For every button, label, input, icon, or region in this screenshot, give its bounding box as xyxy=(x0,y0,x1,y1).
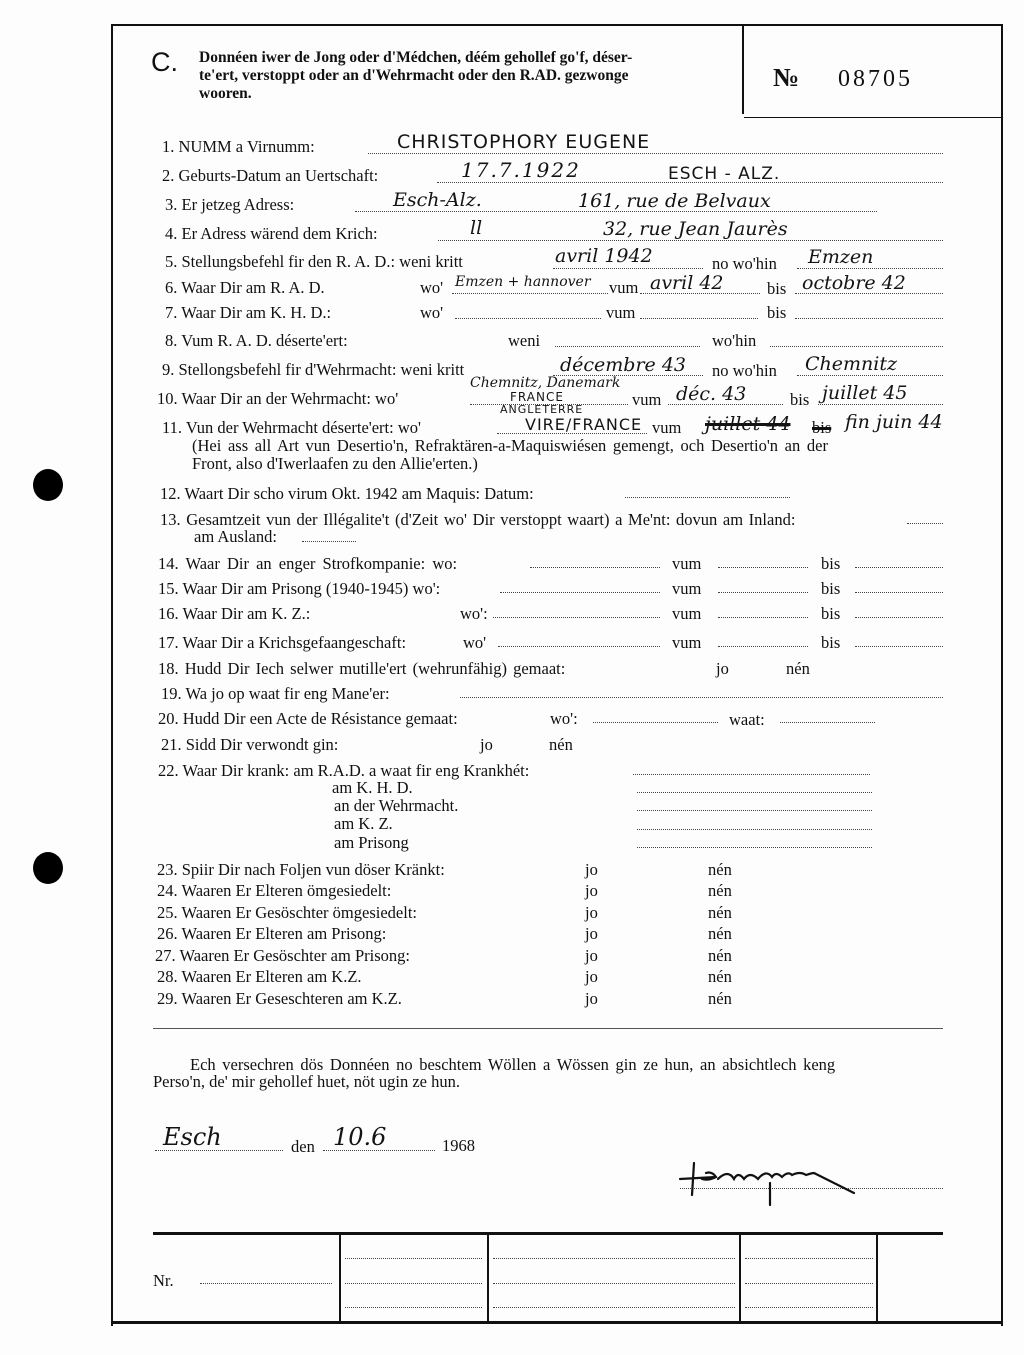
row-6-wo: wo' xyxy=(420,278,444,297)
row-6-label: 6. Waar Dir am R. A. D. xyxy=(165,278,325,297)
row-21-jo[interactable]: jo xyxy=(480,735,493,754)
row-1-name-value: CHRISTOPHORY EUGENE xyxy=(397,131,651,153)
yesno-label: 29. Waaren Er Geseschteren am K.Z. xyxy=(157,989,402,1008)
row-17-bis: bis xyxy=(821,633,841,652)
row-17-label: 17. Waar Dir a Krichsgefaangeschaft: xyxy=(158,633,407,652)
row-6-from-value: avril 42 xyxy=(650,272,724,294)
row-7-where-field[interactable] xyxy=(455,318,601,319)
yesno-label: 23. Spiir Dir nach Foljen vun döser Kränkt: xyxy=(157,860,445,879)
yesno-label: 24. Waaren Er Elteren ömgesiedelt: xyxy=(157,881,392,900)
row-10-where-value: Chemnitz, Danemark xyxy=(470,375,621,391)
row-11-note: Front, also d'Iwerlaafen zu den Allie'erten.) xyxy=(192,454,478,473)
row-22-sub-field[interactable] xyxy=(637,810,872,811)
row-7-bis: bis xyxy=(767,303,787,322)
row-10-bis: bis xyxy=(790,390,810,409)
row-10-where-value: FRANCE xyxy=(510,390,564,404)
row-7-from-field[interactable] xyxy=(640,318,758,319)
header-title-line: Donnéen iwer de Jong oder d'Médchen, déém gehollef go'f, déser- xyxy=(199,49,633,66)
row-10-to-field[interactable] xyxy=(818,404,943,405)
row-8-when-field[interactable] xyxy=(555,346,700,347)
yesno-label: 28. Waaren Er Elteren am K.Z. xyxy=(157,967,362,986)
row-11-where-value: VIRE/FRANCE xyxy=(525,415,643,434)
yesno-jo[interactable]: jo xyxy=(585,967,598,986)
row-6-where-value: Emzen + hannover xyxy=(455,274,591,290)
row-20-where-field[interactable] xyxy=(593,722,718,723)
row-12-date-field[interactable] xyxy=(625,497,790,498)
border-right xyxy=(1001,24,1003,1326)
row-22-sub: am Prisong xyxy=(334,833,409,852)
row-11-label: 11. Vun der Wehrmacht déserte'ert: wo' xyxy=(162,418,421,437)
row-21-label: 21. Sidd Dir verwondt gin: xyxy=(161,735,339,754)
yesno-jo[interactable]: jo xyxy=(585,946,598,965)
punch-hole xyxy=(33,852,63,884)
row-16-to-field[interactable] xyxy=(855,617,943,618)
row-17-wo: wo' xyxy=(463,633,487,652)
row-18-jo[interactable]: jo xyxy=(716,659,729,678)
row-17-where-field[interactable] xyxy=(498,646,660,647)
header-rule xyxy=(744,117,1002,118)
row-17-to-field[interactable] xyxy=(855,646,943,647)
row-4-street-value: 32, rue Jean Jaurès xyxy=(603,218,788,240)
row-1-label: 1. NUMM a Virnumm: xyxy=(162,137,315,156)
footer-cell[interactable] xyxy=(493,1258,735,1259)
row-2-date-value: 17.7.1922 xyxy=(461,158,581,182)
row-17-from-field[interactable] xyxy=(718,646,808,647)
row-7-label: 7. Waar Dir am K. H. D.: xyxy=(165,303,332,322)
footer-cell[interactable] xyxy=(493,1307,735,1308)
yesno-jo[interactable]: jo xyxy=(585,924,598,943)
row-13-inland-field[interactable] xyxy=(907,523,943,524)
yesno-nen[interactable]: nén xyxy=(708,989,732,1008)
number-sign: № xyxy=(773,63,800,92)
row-7-vum: vum xyxy=(606,303,636,322)
punch-hole xyxy=(33,469,63,501)
row-22-sub-field[interactable] xyxy=(637,829,872,830)
border-top xyxy=(112,24,1003,26)
footer-cell[interactable] xyxy=(493,1283,735,1284)
row-20-what-field[interactable] xyxy=(780,722,875,723)
row-6-to-value: octobre 42 xyxy=(802,272,906,294)
row-16-bis: bis xyxy=(821,604,841,623)
row-20-waat: waat: xyxy=(729,710,765,729)
row-16-label: 16. Waar Dir am K. Z.: xyxy=(158,604,311,623)
footer-column-line xyxy=(487,1234,489,1322)
row-14-to-field[interactable] xyxy=(855,567,943,568)
row-10-from-value: déc. 43 xyxy=(676,383,747,405)
footer-cell[interactable] xyxy=(745,1283,873,1284)
row-21-nen[interactable]: nén xyxy=(549,735,573,754)
footer-column-line xyxy=(876,1234,878,1322)
row-13-label-2: am Ausland: xyxy=(194,527,277,546)
footer-column-line xyxy=(339,1234,341,1322)
border-bottom xyxy=(112,1321,1003,1324)
row-13-label: 13. Gesamtzeit vun der Illégalite't (d'Zeit wo' Dir verstoppt waart) a Me'nt: dovun am Inland: xyxy=(160,510,796,529)
row-20-wo: wo': xyxy=(550,709,578,728)
header-title-line: wooren. xyxy=(199,85,252,102)
row-9-where-value: Chemnitz xyxy=(805,353,897,375)
row-9-label: 9. Stellongsbefehl fir d'Wehrmacht: weni kritt xyxy=(162,360,465,379)
signing-year: 1968 xyxy=(442,1136,475,1155)
row-10-vum: vum xyxy=(632,390,662,409)
row-11-vum: vum xyxy=(652,418,682,437)
yesno-nen[interactable]: nén xyxy=(708,967,732,986)
row-20-label: 20. Hudd Dir een Acte de Résistance gemaat: xyxy=(158,709,458,728)
form-number: 08705 xyxy=(838,66,913,92)
signature-mark xyxy=(676,1155,866,1210)
footer-cell[interactable] xyxy=(345,1307,482,1308)
row-10-where-value: ANGLETERRE xyxy=(500,403,584,416)
footer-nr-field[interactable] xyxy=(200,1283,332,1284)
row-15-from-field[interactable] xyxy=(718,592,808,593)
signing-place-value: Esch xyxy=(163,1123,222,1151)
footer-cell[interactable] xyxy=(745,1258,873,1259)
footer-cell[interactable] xyxy=(345,1258,482,1259)
row-22-sub: an der Wehrmacht. xyxy=(334,796,459,815)
row-5-when-value: avril 1942 xyxy=(555,245,653,267)
footer-cell[interactable] xyxy=(745,1307,873,1308)
row-14-bis: bis xyxy=(821,554,841,573)
yesno-nen[interactable]: nén xyxy=(708,881,732,900)
footer-nr-label: Nr. xyxy=(153,1271,174,1290)
header-title-line: te'ert, verstoppt oder an d'Wehrmacht oder den R.AD. gezwonge xyxy=(199,67,629,84)
row-6-vum: vum xyxy=(609,278,639,297)
row-13-ausland-field[interactable] xyxy=(302,541,356,542)
row-16-from-field[interactable] xyxy=(718,617,808,618)
row-3-town-value: Esch-Alz. xyxy=(393,189,482,211)
row-10-to-value: juillet 45 xyxy=(822,382,908,404)
signing-date-value: 10.6 xyxy=(333,1123,387,1151)
row-14-where-field[interactable] xyxy=(530,567,660,568)
row-18-label: 18. Hudd Dir Iech selwer mutille'ert (wehrunfähig) gemaat: xyxy=(158,659,566,678)
row-5-where-field[interactable] xyxy=(797,268,943,269)
row-19-field[interactable] xyxy=(460,697,943,698)
row-22-sub: am K. H. D. xyxy=(332,778,413,797)
row-5-where-label: no wo'hin xyxy=(712,254,777,273)
row-8-wohin: wo'hin xyxy=(712,331,757,350)
footer-cell[interactable] xyxy=(345,1283,482,1284)
yesno-jo[interactable]: jo xyxy=(585,860,598,879)
row-22-label: 22. Waar Dir krank: am R.A.D. a waat fir eng Krankhét: xyxy=(158,761,530,780)
section-divider xyxy=(153,1028,943,1029)
row-5-label: 5. Stellungsbefehl fir den R. A. D.: weni kritt xyxy=(165,252,463,271)
section-letter: C. xyxy=(151,47,178,77)
row-9-where-label: no wo'hin xyxy=(712,361,777,380)
row-16-where-field[interactable] xyxy=(493,617,660,618)
row-22-sub: am K. Z. xyxy=(334,814,393,833)
row-3-street-value: 161, rue de Belvaux xyxy=(578,190,771,212)
row-2-place-value: ESCH - ALZ. xyxy=(668,164,781,184)
row-4-town-value: ll xyxy=(470,217,483,239)
row-17-vum: vum xyxy=(672,633,702,652)
row-5-where-value: Emzen xyxy=(808,246,874,268)
row-8-where-field[interactable] xyxy=(770,346,943,347)
yesno-nen[interactable]: nén xyxy=(708,924,732,943)
row-8-label: 8. Vum R. A. D. déserte'ert: xyxy=(165,331,348,350)
row-22-sub-field[interactable] xyxy=(637,847,872,848)
yesno-jo[interactable]: jo xyxy=(585,903,598,922)
row-18-nen[interactable]: nén xyxy=(786,659,810,678)
row-11-struck-value: juillet 44 xyxy=(705,413,791,435)
yesno-jo[interactable]: jo xyxy=(585,881,598,900)
row-14-from-field[interactable] xyxy=(718,567,808,568)
declaration-text: Perso'n, de' mir gehollef huet, nöt ugin ze hun. xyxy=(153,1072,461,1091)
row-5-when-field[interactable] xyxy=(553,268,703,269)
border-left xyxy=(111,24,113,1326)
footer-column-line xyxy=(739,1234,741,1322)
row-14-label: 14. Waar Dir an enger Strofkompanie: wo: xyxy=(158,554,458,573)
signing-den: den xyxy=(291,1137,315,1156)
row-2-label: 2. Geburts-Datum an Uertschaft: xyxy=(162,166,379,185)
row-15-vum: vum xyxy=(672,579,702,598)
row-7-wo: wo' xyxy=(420,303,444,322)
row-10-label: 10. Waar Dir an der Wehrmacht: wo' xyxy=(157,389,399,408)
row-15-where-field[interactable] xyxy=(500,592,660,593)
row-9-when-value: décembre 43 xyxy=(560,354,687,376)
declaration-text: Ech versechren dös Donnéen no beschtem Wöllen a Wössen gin ze hun, an absichtlech keng xyxy=(190,1055,836,1074)
row-4-label: 4. Er Adress wärend dem Krich: xyxy=(165,224,378,243)
signing-date-field[interactable] xyxy=(323,1150,435,1151)
row-16-wo: wo': xyxy=(460,604,488,623)
yesno-label: 25. Waaren Er Gesöschter ömgesiedelt: xyxy=(157,903,417,922)
row-14-vum: vum xyxy=(672,554,702,573)
yesno-jo[interactable]: jo xyxy=(585,989,598,1008)
row-11-to-value: fin juin 44 xyxy=(845,411,943,433)
row-15-to-field[interactable] xyxy=(855,592,943,593)
yesno-nen[interactable]: nén xyxy=(708,860,732,879)
row-11-bis: bis xyxy=(812,418,832,437)
row-6-where-field[interactable] xyxy=(452,293,608,294)
row-6-bis: bis xyxy=(767,279,787,298)
row-1-field[interactable] xyxy=(368,153,943,154)
yesno-nen[interactable]: nén xyxy=(708,903,732,922)
row-4-field[interactable] xyxy=(438,240,943,241)
row-11-note: (Hei ass all Art vun Desertio'n, Refraktären-a-Maquiswiésen gemengt, och Desertio'n an der xyxy=(192,436,828,455)
row-19-label: 19. Wa jo op waat fir eng Mane'er: xyxy=(161,684,390,703)
row-22-sub-field[interactable] xyxy=(637,792,872,793)
row-8-weni: weni xyxy=(508,331,541,350)
row-12-label: 12. Waart Dir scho virum Okt. 1942 am Maquis: Datum: xyxy=(160,484,534,503)
row-15-label: 15. Waar Dir am Prisong (1940-1945) wo': xyxy=(158,579,441,598)
row-16-vum: vum xyxy=(672,604,702,623)
yesno-nen[interactable]: nén xyxy=(708,946,732,965)
signing-place-field[interactable] xyxy=(155,1150,283,1151)
row-15-bis: bis xyxy=(821,579,841,598)
footer-rule xyxy=(153,1232,943,1235)
yesno-label: 27. Waaren Er Gesöschter am Prisong: xyxy=(155,946,410,965)
row-3-label: 3. Er jetzeg Adress: xyxy=(165,195,295,214)
row-7-to-field[interactable] xyxy=(795,318,943,319)
yesno-label: 26. Waaren Er Elteren am Prisong: xyxy=(157,924,387,943)
row-9-where-field[interactable] xyxy=(797,375,943,376)
row-22-field[interactable] xyxy=(633,774,870,775)
header-divider xyxy=(742,25,744,114)
